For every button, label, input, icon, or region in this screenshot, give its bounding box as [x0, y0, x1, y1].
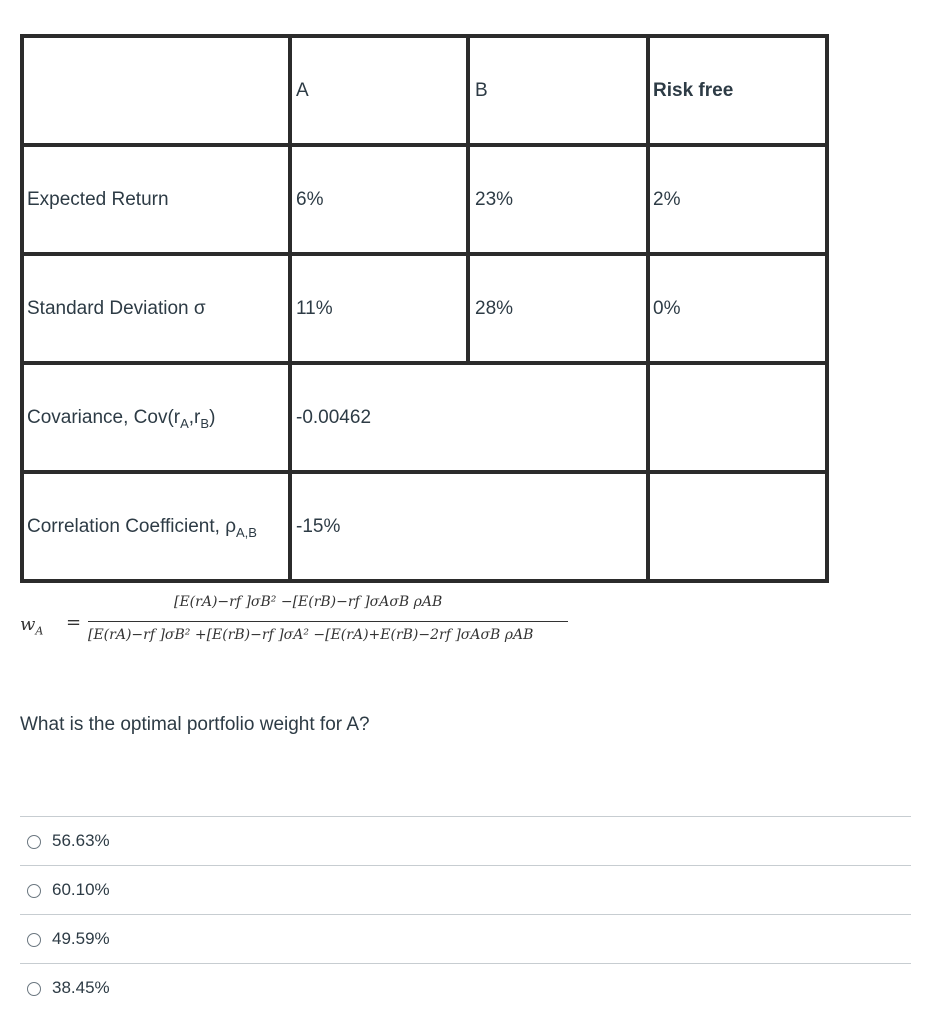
cell-expected-return-a: 6%	[296, 189, 324, 210]
answer-label[interactable]: 38.45%	[52, 978, 110, 997]
question-text: What is the optimal portfolio weight for A?	[20, 714, 370, 735]
formula-fraction-bar	[88, 621, 568, 622]
answer-label[interactable]: 49.59%	[52, 929, 110, 948]
data-table	[20, 34, 829, 583]
answer-list	[20, 816, 911, 1012]
row-label-covariance: Covariance, $Cov(r_A,r_B)$	[27, 407, 216, 431]
answer-label[interactable]: 56.63%	[52, 831, 110, 850]
header-b: B	[475, 80, 488, 101]
formula-equals: =	[66, 612, 82, 633]
row-label-expected-return: Expected Return	[27, 189, 169, 210]
header-a: A	[296, 80, 309, 101]
cell-std-dev-rf: 0%	[653, 298, 681, 319]
answer-option[interactable]	[20, 963, 911, 1012]
row-label-standard-deviation: Standard Deviation σ	[27, 298, 206, 319]
answer-option[interactable]	[20, 865, 911, 914]
answer-option[interactable]	[20, 816, 911, 865]
cell-covariance-a: -0.00462	[296, 407, 372, 428]
cell-expected-return-b: 23%	[475, 189, 514, 210]
radio-button[interactable]	[27, 933, 41, 947]
answer-label[interactable]: 60.10%	[52, 880, 110, 899]
formula-numerator: [E(rA)−rf ]σB² −[E(rB)−rf ]σAσB ρAB	[174, 594, 443, 610]
cell-std-dev-a: 11%	[296, 298, 333, 319]
radio-button[interactable]	[27, 835, 41, 849]
row-label-correlation: Correlation Coefficient, $\rho_{A,B}$	[27, 516, 257, 540]
cell-correlation-a: -15%	[296, 516, 341, 537]
formula-denominator: [E(rA)−rf ]σB² +[E(rB)−rf ]σA² −[E(rA)+E(rB)−2rf ]σAσB ρAB	[88, 627, 534, 643]
formula-lhs: $w_A$	[20, 614, 44, 638]
radio-button[interactable]	[27, 884, 41, 898]
cell-std-dev-b: 28%	[475, 298, 514, 319]
header-risk-free: Risk free	[653, 80, 734, 101]
cell-expected-return-rf: 2%	[653, 189, 681, 210]
answer-option[interactable]	[20, 914, 911, 963]
weight-formula	[20, 594, 560, 658]
radio-button[interactable]	[27, 982, 41, 996]
